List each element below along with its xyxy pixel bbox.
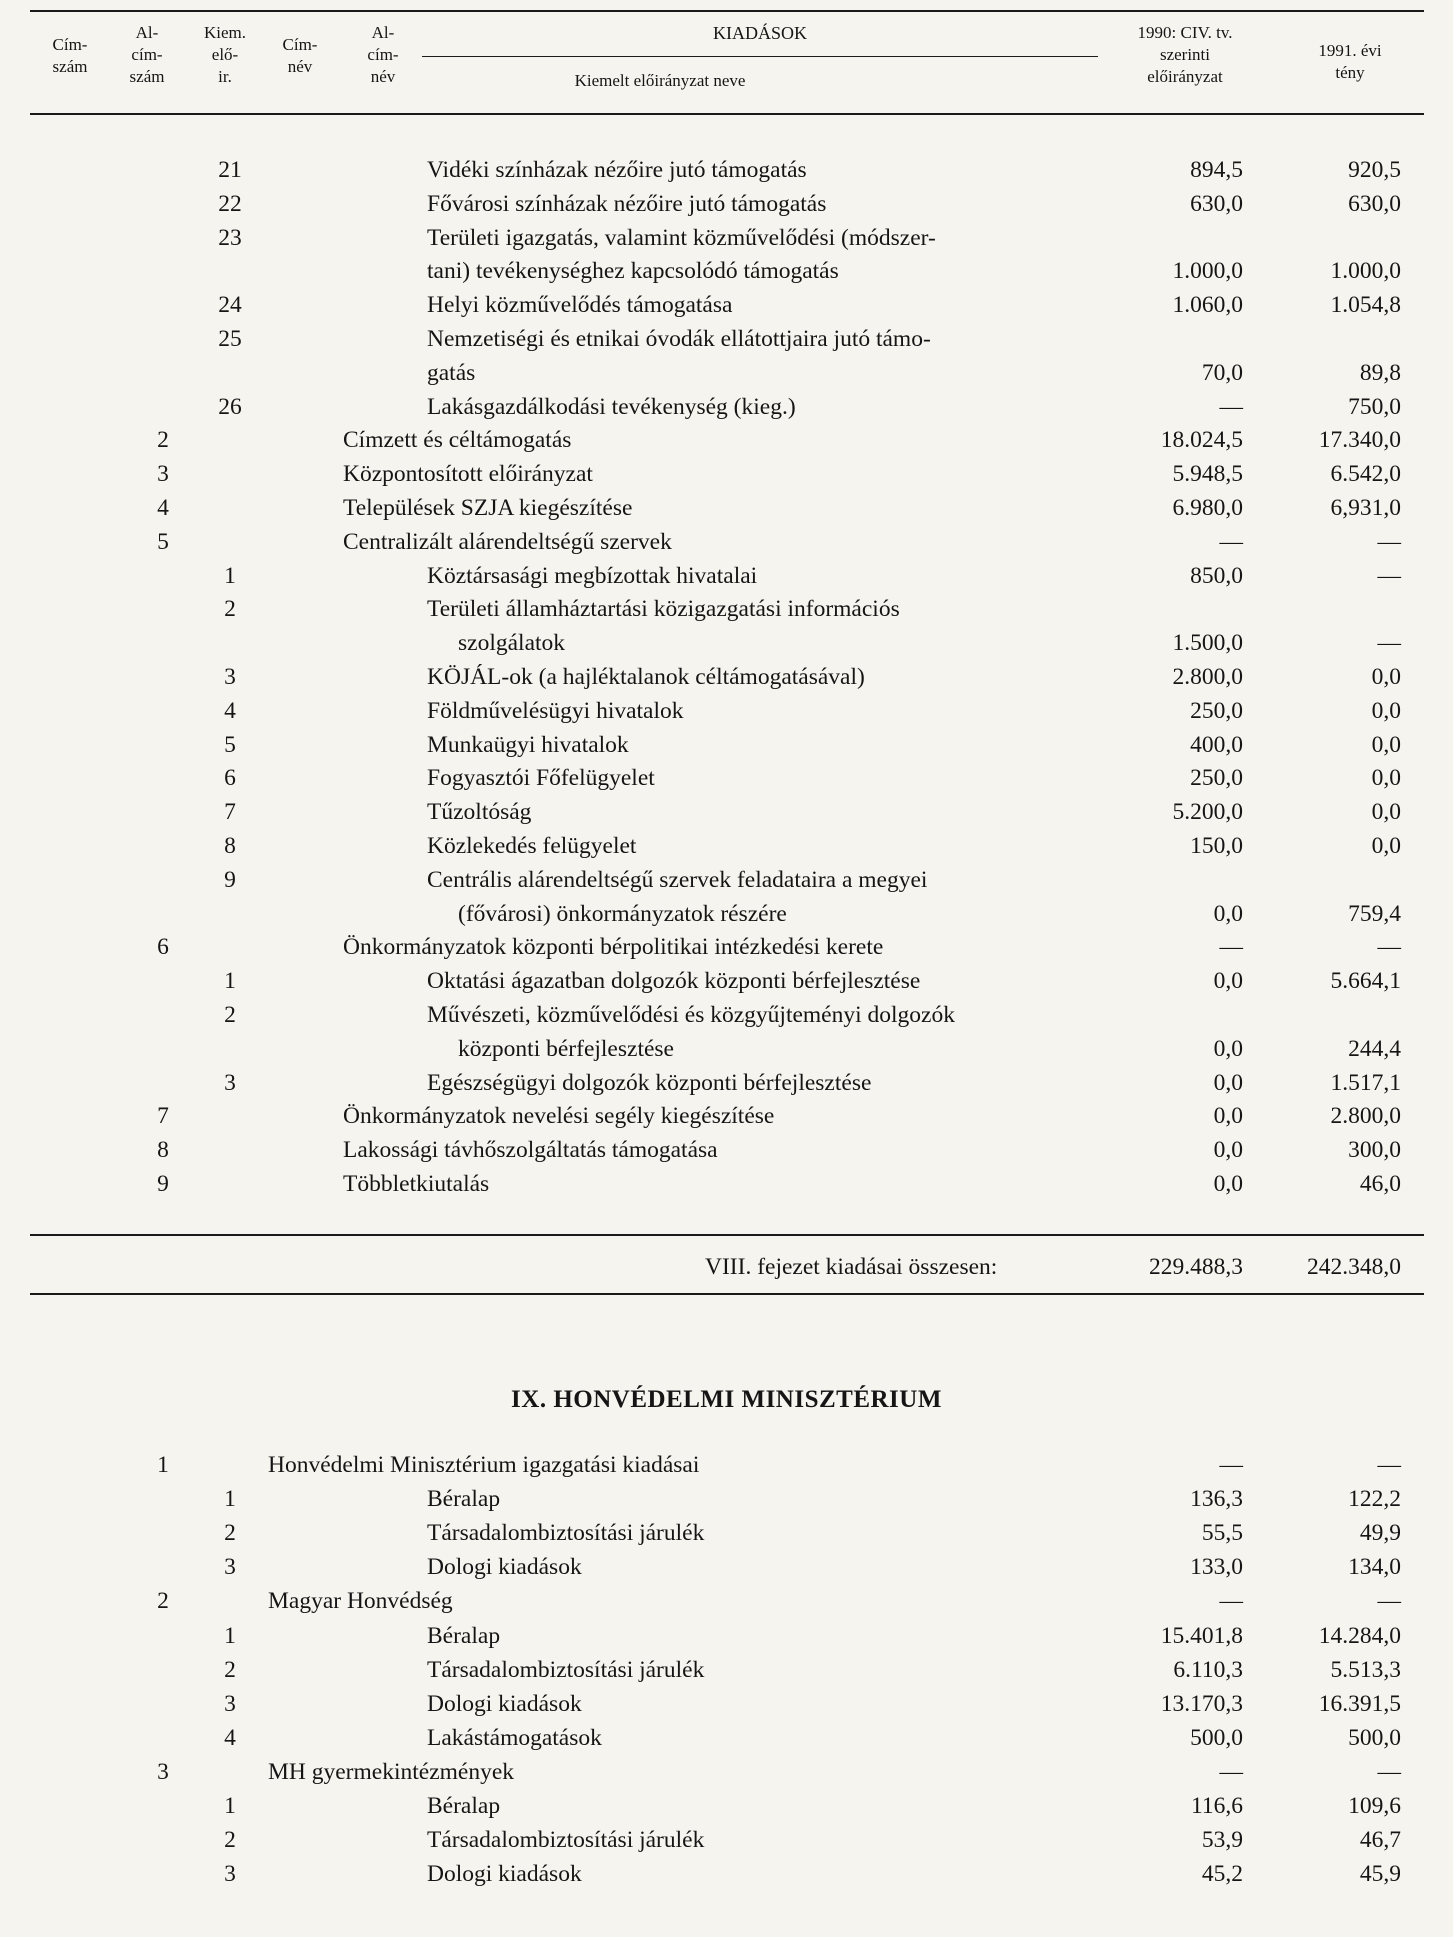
row-1990-value: — bbox=[1219, 1758, 1243, 1785]
row-label: Honvédelmi Minisztérium igazgatási kiadásai bbox=[268, 1452, 700, 1478]
row-1991-value: 16.391,5 bbox=[1318, 1690, 1401, 1717]
header-kiem: Kiem. elő- ir. bbox=[203, 23, 247, 86]
table-row bbox=[0, 1066, 1453, 1100]
row-cimszam: 2 bbox=[157, 1588, 169, 1615]
row-cimszam: 3 bbox=[157, 461, 169, 488]
row-1990-value: 150,0 bbox=[1190, 833, 1243, 859]
row-cimszam: 9 bbox=[157, 1171, 169, 1197]
row-label: Dologi kiadások bbox=[427, 1861, 582, 1888]
row-1990-value: 1.060,0 bbox=[1172, 292, 1243, 319]
table-row bbox=[0, 694, 1453, 728]
table-row bbox=[0, 423, 1453, 457]
table-row bbox=[0, 221, 1453, 255]
header-1990: 1990: CIV. tv. szerinti előirányzat bbox=[1137, 23, 1233, 86]
table-row bbox=[0, 1789, 1453, 1823]
row-label: Többletkiutalás bbox=[343, 1171, 490, 1197]
row-label: Földművelésügyi hivatalok bbox=[427, 697, 684, 724]
row-label: Munkaügyi hivatalok bbox=[427, 731, 629, 758]
row-label: Címzett és céltámogatás bbox=[343, 427, 572, 454]
row-1990-value: 15.401,8 bbox=[1160, 1622, 1243, 1649]
row-1991-value: 49,9 bbox=[1359, 1520, 1401, 1547]
row-label: Béralap bbox=[427, 1793, 501, 1819]
row-label: Fogyasztói Főfelügyelet bbox=[427, 765, 655, 792]
row-kiemelt-szam: 3 bbox=[224, 664, 236, 690]
table-row bbox=[0, 153, 1453, 187]
row-1991-value: 630,0 bbox=[1348, 190, 1401, 217]
row-1991-value: 6,931,0 bbox=[1330, 495, 1401, 521]
row-kiemelt-szam: 26 bbox=[218, 393, 242, 420]
row-1990-value: 0,0 bbox=[1213, 900, 1243, 927]
row-cimszam: 6 bbox=[157, 934, 169, 961]
table-row bbox=[0, 1755, 1453, 1789]
row-1991-value: 2.800,0 bbox=[1330, 1103, 1401, 1130]
row-kiemelt-szam: 9 bbox=[224, 866, 236, 893]
row-kiemelt-szam: 1 bbox=[224, 1793, 236, 1819]
header-kiadasok-rule bbox=[422, 56, 1098, 57]
row-1990-value: 500,0 bbox=[1190, 1724, 1243, 1751]
row-1990-value: 400,0 bbox=[1190, 731, 1243, 758]
row-kiemelt-szam: 5 bbox=[224, 731, 236, 758]
row-1990-value: 0,0 bbox=[1213, 1137, 1243, 1164]
row-1990-value: — bbox=[1219, 934, 1243, 961]
row-1991-value: 0,0 bbox=[1371, 799, 1401, 826]
row-1991-value: 1.517,1 bbox=[1330, 1069, 1401, 1096]
header-bottom-rule bbox=[30, 113, 1424, 115]
row-label: Lakossági távhőszolgáltatás támogatása bbox=[343, 1137, 718, 1164]
row-cimszam: 3 bbox=[157, 1758, 169, 1785]
row-1990-value: 0,0 bbox=[1213, 1103, 1243, 1130]
table-row bbox=[0, 356, 1453, 390]
row-1991-value: 14.284,0 bbox=[1318, 1622, 1401, 1649]
table-row bbox=[0, 1482, 1453, 1516]
table-row bbox=[0, 390, 1453, 424]
row-1990-value: — bbox=[1219, 1588, 1243, 1615]
row-label: Nemzetiségi és etnikai óvodák ellátottjaira jutó támo- bbox=[427, 326, 931, 352]
table-row bbox=[0, 795, 1453, 829]
row-1991-value: 46,0 bbox=[1359, 1171, 1401, 1197]
row-kiemelt-szam: 23 bbox=[218, 224, 242, 251]
row-1991-value: 0,0 bbox=[1371, 664, 1401, 690]
row-1991-value: 1.054,8 bbox=[1330, 292, 1401, 319]
total-1990-value: 229.488,3 bbox=[1149, 1254, 1243, 1280]
row-cimszam: 1 bbox=[157, 1452, 169, 1478]
row-1991-value: 500,0 bbox=[1348, 1724, 1401, 1751]
row-label: Oktatási ágazatban dolgozók központi bérfejlesztése bbox=[427, 968, 921, 995]
table-row bbox=[0, 525, 1453, 559]
row-label: Magyar Honvédség bbox=[268, 1588, 453, 1615]
row-label: Béralap bbox=[427, 1486, 501, 1513]
row-kiemelt-szam: 25 bbox=[218, 326, 242, 352]
row-1991-value: — bbox=[1377, 934, 1401, 961]
row-1990-value: 5.948,5 bbox=[1172, 461, 1243, 488]
total-bottom-rule bbox=[30, 1293, 1424, 1295]
row-1991-value: 45,9 bbox=[1359, 1861, 1401, 1888]
row-1991-value: 750,0 bbox=[1348, 393, 1401, 420]
row-1991-value: 17.340,0 bbox=[1318, 427, 1401, 454]
header-alcimnev: Al- cím- név bbox=[367, 23, 399, 86]
row-1990-value: 55,5 bbox=[1201, 1520, 1243, 1547]
row-kiemelt-szam: 1 bbox=[224, 562, 236, 589]
table-row bbox=[0, 592, 1453, 626]
row-1990-value: 0,0 bbox=[1213, 1069, 1243, 1096]
row-label: Társadalombiztosítási járulék bbox=[427, 1520, 705, 1547]
table-row bbox=[0, 660, 1453, 694]
header-alcimszam: Al- cím- szám bbox=[129, 23, 165, 86]
header-cimszam: Cím- szám bbox=[52, 35, 88, 76]
row-1990-value: 630,0 bbox=[1190, 190, 1243, 217]
row-1991-value: — bbox=[1377, 1588, 1401, 1615]
row-label: Települések SZJA kiegészítése bbox=[343, 495, 633, 521]
row-label: Önkormányzatok nevelési segély kiegészítése bbox=[343, 1103, 775, 1130]
row-kiemelt-szam: 4 bbox=[224, 1724, 236, 1751]
table-row bbox=[0, 930, 1453, 964]
row-1990-value: 133,0 bbox=[1190, 1554, 1243, 1581]
row-label: gatás bbox=[427, 359, 476, 386]
row-label: Társadalombiztosítási járulék bbox=[427, 1827, 705, 1854]
row-1991-value: 1.000,0 bbox=[1330, 258, 1401, 285]
header-1991: 1991. évi tény bbox=[1318, 41, 1382, 82]
row-label: Lakástámogatások bbox=[427, 1724, 602, 1751]
row-label: MH gyermekintézmények bbox=[268, 1758, 515, 1785]
row-cimszam: 8 bbox=[157, 1137, 169, 1164]
row-1990-value: 18.024,5 bbox=[1160, 427, 1243, 454]
row-label: Önkormányzatok központi bérpolitikai intézkedési kerete bbox=[343, 934, 884, 961]
row-kiemelt-szam: 2 bbox=[224, 1520, 236, 1547]
row-kiemelt-szam: 3 bbox=[224, 1861, 236, 1888]
row-1991-value: — bbox=[1377, 562, 1401, 589]
row-1991-value: 300,0 bbox=[1348, 1137, 1401, 1164]
row-1991-value: — bbox=[1377, 630, 1401, 657]
row-1990-value: 70,0 bbox=[1201, 359, 1243, 386]
row-1991-value: 0,0 bbox=[1371, 697, 1401, 724]
header-cimnev: Cím- név bbox=[282, 35, 318, 76]
row-1990-value: 45,2 bbox=[1201, 1861, 1243, 1888]
row-label: Béralap bbox=[427, 1622, 501, 1649]
row-kiemelt-szam: 8 bbox=[224, 833, 236, 859]
row-kiemelt-szam: 2 bbox=[224, 1656, 236, 1683]
row-kiemelt-szam: 4 bbox=[224, 697, 236, 724]
row-cimszam: 4 bbox=[157, 495, 169, 521]
row-label: Helyi közművelődés támogatása bbox=[427, 292, 733, 319]
row-1990-value: — bbox=[1219, 1452, 1243, 1478]
row-1990-value: 116,6 bbox=[1190, 1793, 1243, 1819]
row-1990-value: 250,0 bbox=[1190, 697, 1243, 724]
row-1990-value: 6.110,3 bbox=[1173, 1656, 1243, 1683]
table-row bbox=[0, 1032, 1453, 1066]
row-1990-value: 6.980,0 bbox=[1172, 495, 1243, 521]
row-label: központi bérfejlesztése bbox=[458, 1035, 674, 1062]
table-row bbox=[0, 897, 1453, 931]
row-kiemelt-szam: 24 bbox=[218, 292, 242, 319]
row-1990-value: 5.200,0 bbox=[1172, 799, 1243, 826]
row-kiemelt-szam: 1 bbox=[224, 968, 236, 995]
row-1991-value: — bbox=[1377, 528, 1401, 555]
row-1991-value: 920,5 bbox=[1348, 157, 1401, 183]
row-label: Közlekedés felügyelet bbox=[427, 833, 637, 859]
row-label: Lakásgazdálkodási tevékenység (kieg.) bbox=[427, 393, 796, 420]
row-kiemelt-szam: 3 bbox=[224, 1690, 236, 1717]
table-row bbox=[0, 1550, 1453, 1584]
row-kiemelt-szam: 6 bbox=[224, 765, 236, 792]
row-1991-value: 6.542,0 bbox=[1330, 461, 1401, 488]
table-row bbox=[0, 254, 1453, 288]
row-1991-value: 759,4 bbox=[1348, 900, 1401, 927]
row-kiemelt-szam: 1 bbox=[224, 1486, 236, 1513]
row-1991-value: 5.664,1 bbox=[1330, 968, 1401, 995]
row-1990-value: 0,0 bbox=[1213, 1171, 1243, 1197]
header-kiadasok: KIADÁSOK bbox=[713, 23, 807, 43]
table-row bbox=[0, 187, 1453, 221]
row-kiemelt-szam: 21 bbox=[218, 157, 242, 183]
row-1990-value: 2.800,0 bbox=[1172, 664, 1243, 690]
row-label: Területi államháztartási közigazgatási információs bbox=[427, 596, 900, 623]
row-kiemelt-szam: 2 bbox=[224, 596, 236, 623]
header-kiemelt: Kiemelt előirányzat neve bbox=[574, 71, 746, 90]
row-kiemelt-szam: 3 bbox=[224, 1554, 236, 1581]
table-row bbox=[0, 1823, 1453, 1857]
row-1990-value: 250,0 bbox=[1190, 765, 1243, 792]
row-label: Köztársasági megbízottak hivatalai bbox=[427, 562, 758, 589]
section-title: IX. HONVÉDELMI MINISZTÉRIUM bbox=[511, 1386, 942, 1413]
row-kiemelt-szam: 22 bbox=[218, 190, 242, 217]
row-label: Tűzoltóság bbox=[427, 799, 532, 826]
table-row bbox=[0, 829, 1453, 863]
row-label: Művészeti, közművelődési és közgyűjteményi dolgozók bbox=[427, 1002, 955, 1028]
row-cimszam: 2 bbox=[157, 427, 169, 454]
row-label: Dologi kiadások bbox=[427, 1554, 582, 1581]
table-row bbox=[0, 1687, 1453, 1721]
total-1991-value: 242.348,0 bbox=[1307, 1254, 1401, 1280]
row-1990-value: 894,5 bbox=[1190, 157, 1243, 183]
row-label: Területi igazgatás, valamint közművelődési (módszer- bbox=[427, 224, 936, 251]
row-label: Központosított előirányzat bbox=[343, 461, 593, 488]
table-row bbox=[0, 559, 1453, 593]
row-kiemelt-szam: 7 bbox=[224, 799, 236, 826]
row-label: Vidéki színházak nézőire jutó támogatás bbox=[427, 157, 807, 183]
row-1991-value: — bbox=[1377, 1758, 1401, 1785]
total-label: VIII. fejezet kiadásai összesen: bbox=[705, 1254, 998, 1280]
row-label: Fővárosi színházak nézőire jutó támogatás bbox=[427, 190, 827, 217]
row-1990-value: 850,0 bbox=[1190, 562, 1243, 589]
row-1991-value: 0,0 bbox=[1371, 765, 1401, 792]
row-label: tani) tevékenységhez kapcsolódó támogatás bbox=[427, 258, 839, 285]
row-label: szolgálatok bbox=[458, 630, 566, 657]
row-label: Társadalombiztosítási járulék bbox=[427, 1656, 705, 1683]
row-cimszam: 5 bbox=[157, 528, 169, 555]
row-kiemelt-szam: 2 bbox=[224, 1827, 236, 1854]
row-label: Centrális alárendeltségű szervek feladataira a megyei bbox=[427, 866, 928, 893]
row-1990-value: 1.000,0 bbox=[1172, 258, 1243, 285]
row-1990-value: — bbox=[1219, 393, 1243, 420]
table-row bbox=[0, 322, 1453, 356]
total-row bbox=[0, 1250, 1453, 1284]
row-1991-value: 0,0 bbox=[1371, 833, 1401, 859]
row-1990-value: 1.500,0 bbox=[1172, 630, 1243, 657]
row-kiemelt-szam: 2 bbox=[224, 1002, 236, 1028]
table-row bbox=[0, 1516, 1453, 1550]
row-1991-value: 5.513,3 bbox=[1330, 1656, 1401, 1683]
row-1991-value: 134,0 bbox=[1348, 1554, 1401, 1581]
row-1991-value: 244,4 bbox=[1348, 1035, 1401, 1062]
row-kiemelt-szam: 3 bbox=[224, 1069, 236, 1096]
row-1991-value: 46,7 bbox=[1359, 1827, 1401, 1854]
table-row bbox=[0, 1099, 1453, 1133]
table-row bbox=[0, 288, 1453, 322]
row-label: Centralizált alárendeltségű szervek bbox=[343, 528, 672, 555]
table-row bbox=[0, 1448, 1453, 1482]
table-row bbox=[0, 626, 1453, 660]
table-row bbox=[0, 1721, 1453, 1755]
table-row bbox=[0, 761, 1453, 795]
row-1991-value: 109,6 bbox=[1348, 1793, 1401, 1819]
table-row bbox=[0, 964, 1453, 998]
table-row bbox=[0, 998, 1453, 1032]
table-row bbox=[0, 863, 1453, 897]
table-row bbox=[0, 1584, 1453, 1618]
row-1990-value: 136,3 bbox=[1190, 1486, 1243, 1513]
table-row bbox=[0, 491, 1453, 525]
row-label: Egészségügyi dolgozók központi bérfejlesztése bbox=[427, 1069, 872, 1096]
table-row bbox=[0, 1619, 1453, 1653]
row-1990-value: 0,0 bbox=[1213, 1035, 1243, 1062]
table-row bbox=[0, 1167, 1453, 1201]
total-top-rule bbox=[30, 1234, 1424, 1236]
table-row bbox=[0, 1653, 1453, 1687]
row-kiemelt-szam: 1 bbox=[224, 1622, 236, 1649]
row-1991-value: 0,0 bbox=[1371, 731, 1401, 758]
table-row bbox=[0, 1857, 1453, 1891]
row-1991-value: — bbox=[1377, 1452, 1401, 1478]
row-cimszam: 7 bbox=[157, 1103, 169, 1130]
row-1991-value: 89,8 bbox=[1359, 359, 1401, 386]
header-top-rule bbox=[30, 10, 1424, 12]
row-label: Dologi kiadások bbox=[427, 1690, 582, 1717]
row-label: (fővárosi) önkormányzatok részére bbox=[458, 900, 787, 927]
table-row bbox=[0, 457, 1453, 491]
row-1991-value: 122,2 bbox=[1348, 1486, 1401, 1513]
row-1990-value: 0,0 bbox=[1213, 968, 1243, 995]
row-1990-value: 53,9 bbox=[1201, 1827, 1243, 1854]
row-label: KÖJÁL-ok (a hajléktalanok céltámogatásával) bbox=[427, 664, 865, 690]
row-1990-value: 13.170,3 bbox=[1160, 1690, 1243, 1717]
table-row bbox=[0, 1133, 1453, 1167]
table-row bbox=[0, 728, 1453, 762]
row-1990-value: — bbox=[1219, 528, 1243, 555]
